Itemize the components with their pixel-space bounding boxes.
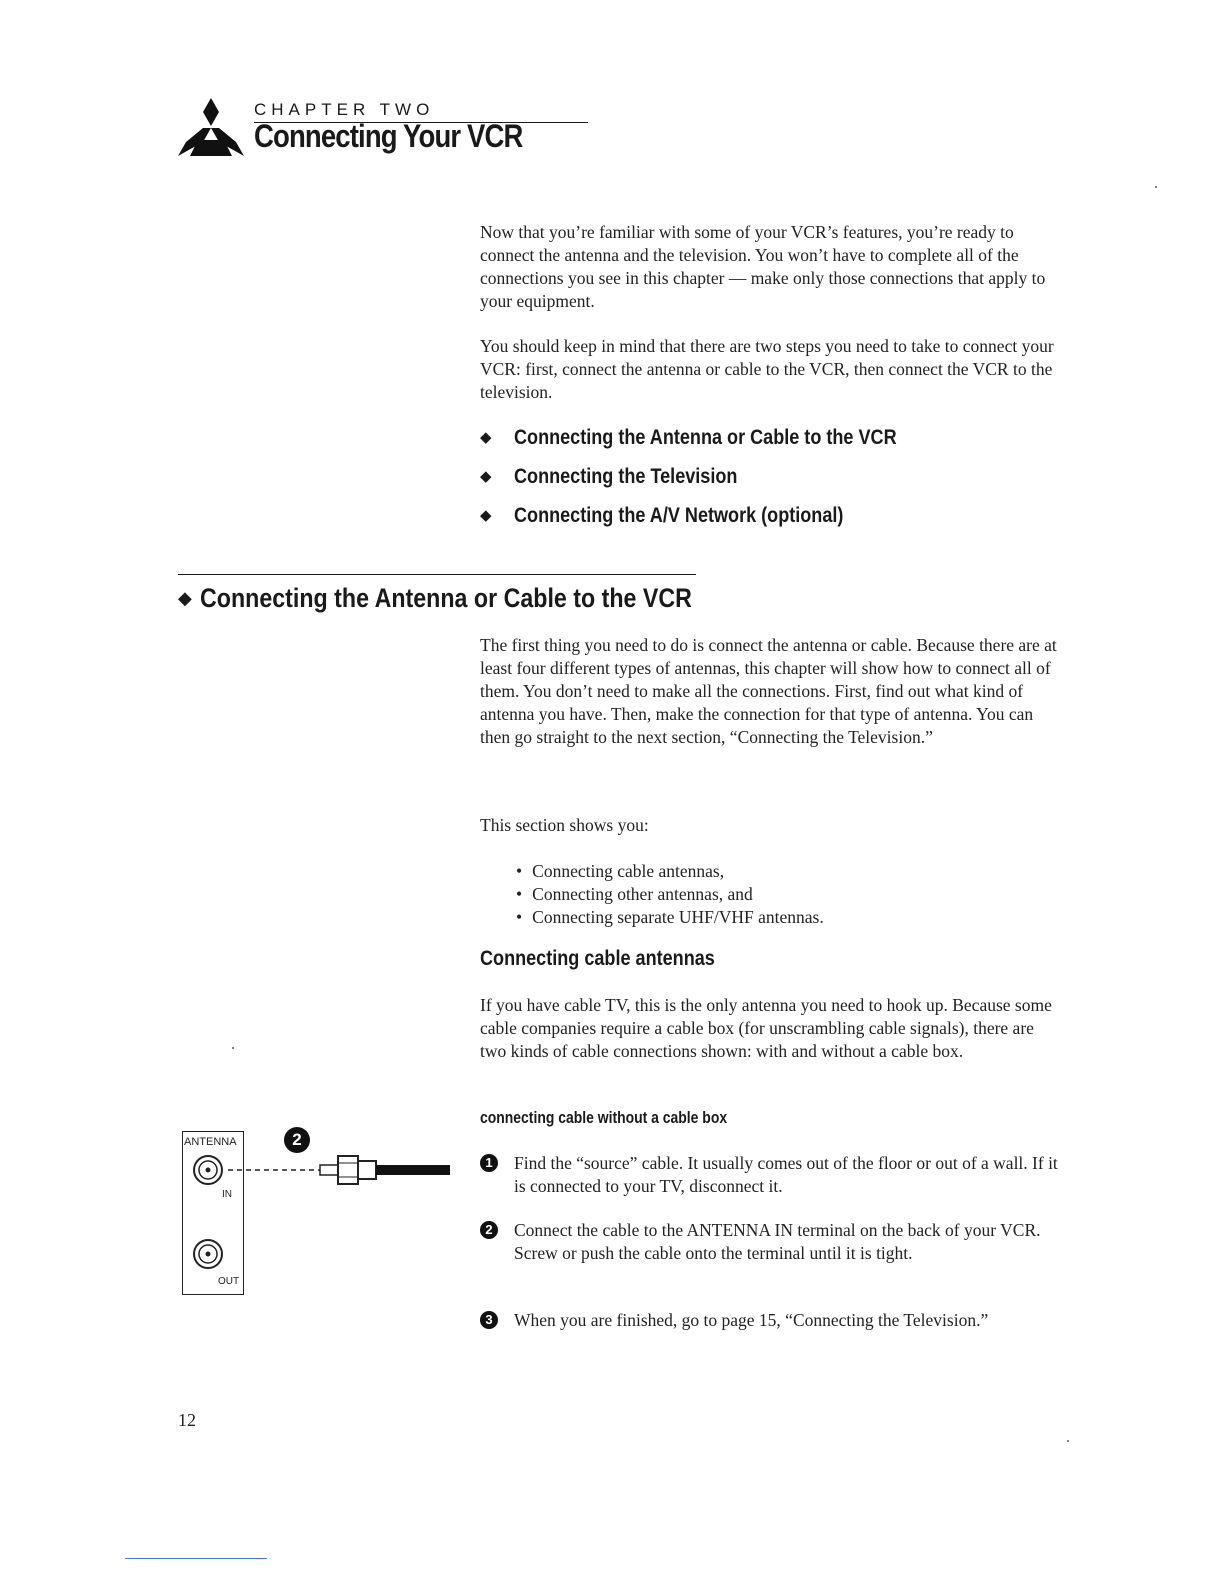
scan-speck bbox=[1067, 1440, 1069, 1442]
section-list bbox=[516, 860, 824, 929]
step-text: When you are finished, go to page 15, “Connecting the Television.” bbox=[514, 1310, 989, 1330]
coax-cable-connector-icon bbox=[180, 1140, 460, 1210]
step-1 bbox=[480, 1152, 1060, 1198]
link-underline bbox=[125, 1558, 267, 1559]
section-title-text: Connecting the Antenna or Cable to the VCR bbox=[199, 583, 692, 613]
list-item: • Connecting separate UHF/VHF antennas. bbox=[516, 906, 824, 929]
topic-link-television[interactable] bbox=[480, 465, 774, 489]
callout-2-icon: 2 bbox=[284, 1127, 310, 1153]
topic-label: Connecting the A/V Network (optional) bbox=[514, 504, 844, 527]
step-text: Connect the cable to the ANTENNA IN terminal on the back of your VCR. Screw or push the cable onto the terminal until it is tight. bbox=[514, 1220, 1041, 1263]
topic-label: Connecting the Antenna or Cable to the VCR bbox=[514, 426, 897, 449]
topic-link-antenna[interactable] bbox=[480, 426, 959, 450]
chapter-title: Connecting Your VCR bbox=[254, 118, 523, 154]
list-item: • Connecting cable antennas, bbox=[516, 860, 824, 883]
out-jack-label: OUT bbox=[218, 1276, 240, 1287]
step-number-2-icon: 2 bbox=[480, 1221, 498, 1239]
section-paragraph-1: The first thing you need to do is connect the antenna or cable. Because there are at least four different types of antennas, this chapter will show how to connect all of them. You don’t need to make all the connections. First, find out what kind of antenna you have. Then, make the connection for that type of antenna. You can then go straight to the next section, “Connecting the Television.” bbox=[480, 635, 1057, 747]
antenna-out-jack-icon bbox=[190, 1236, 230, 1276]
section-divider bbox=[178, 574, 696, 575]
subheading-no-cable-box: connecting cable without a cable box bbox=[480, 1108, 728, 1127]
intro-paragraph-2: You should keep in mind that there are two steps you need to take to connect your VCR: first, connect the antenna or cable to the VCR, then connect the VCR to the television. bbox=[480, 336, 1054, 402]
chapter-label: CHAPTER TWO bbox=[254, 100, 588, 123]
diamond-bullet-icon: ◆ bbox=[480, 468, 492, 485]
section-paragraph-2: This section shows you: bbox=[480, 815, 649, 835]
diamond-bullet-icon: ◆ bbox=[178, 588, 192, 608]
topic-label: Connecting the Television bbox=[514, 465, 738, 488]
topic-link-av-network[interactable] bbox=[480, 504, 897, 528]
scan-speck bbox=[1155, 186, 1157, 188]
section-paragraph-3: If you have cable TV, this is the only antenna you need to hook up. Because some cable companies require a cable box (for unscrambling cable signals), there are two kinds of cable connections shown: with and without a cable box. bbox=[480, 995, 1052, 1061]
in-jack-label: IN bbox=[222, 1189, 232, 1200]
step-number-1-icon: 1 bbox=[480, 1154, 498, 1172]
antenna-panel-label: ANTENNA bbox=[184, 1136, 237, 1148]
mitsubishi-logo-icon bbox=[176, 98, 246, 158]
list-item: • Connecting other antennas, and bbox=[516, 883, 824, 906]
section-title bbox=[178, 583, 772, 614]
scan-speck bbox=[232, 1047, 234, 1049]
diamond-bullet-icon: ◆ bbox=[480, 429, 492, 446]
subheading-cable-antennas: Connecting cable antennas bbox=[480, 947, 715, 970]
step-2 bbox=[480, 1219, 1060, 1265]
step-text: Find the “source” cable. It usually comes out of the floor or out of a wall. If it is connected to your TV, disconnect it. bbox=[514, 1153, 1058, 1196]
diamond-bullet-icon: ◆ bbox=[480, 507, 492, 524]
page-number: 12 bbox=[178, 1410, 196, 1430]
step-number-3-icon: 3 bbox=[480, 1311, 498, 1329]
step-3 bbox=[480, 1309, 1060, 1332]
intro-paragraph-1: Now that you’re familiar with some of your VCR’s features, you’re ready to connect the antenna and the television. You won’t have to complete all of the connections you see in this chapter — make only those connections that apply to your equipment. bbox=[480, 222, 1046, 311]
